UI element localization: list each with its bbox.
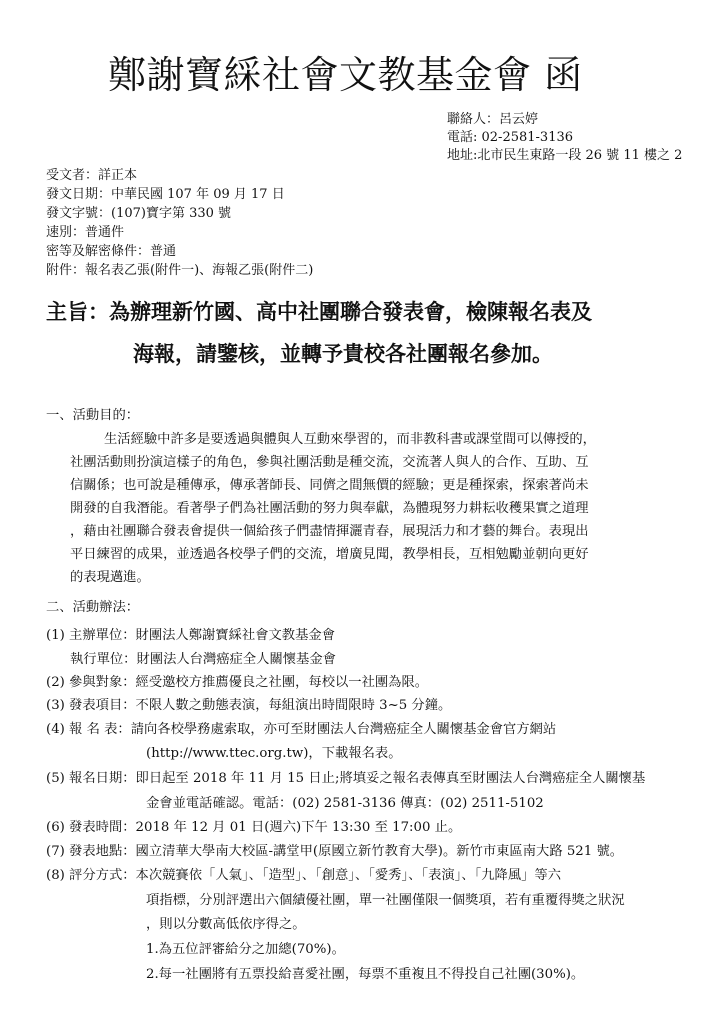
section-2-item: ，則以分數高低依序得之。 bbox=[146, 917, 306, 932]
section-2-item: (3) 發表項目：不限人數之動態表演，每組演出時間限時 3~5 分鐘。 bbox=[46, 698, 452, 713]
contact-address: 地址:北市民生東路一段 26 號 11 樓之 2 bbox=[447, 148, 683, 163]
section-1-line: 開發的自我潛能。看著學子們為社團活動的努力與奉獻，為體現努力耕耘收穫果實之道理 bbox=[70, 501, 589, 516]
section-1-line: 生活經驗中許多是要透過與體與人互動來學習的，而非教科書或課堂間可以傳授的， bbox=[104, 432, 596, 447]
section-2-item: 執行單位：財團法人台灣癌症全人關懷基金會 bbox=[70, 652, 336, 667]
subject-line-2: 海報，請鑒核，並轉予貴校各社團報名參加。 bbox=[133, 341, 553, 366]
section-2-item: (4) 報 名 表：請向各校學務處索取，亦可至財團法人台灣癌症全人關懷基金會官方網站 bbox=[46, 722, 557, 737]
section-2-item: (5) 報名日期：即日起至 2018 年 11 月 15 日止;將填妥之報名表傳真至財團法人台灣癌症全人關懷基 bbox=[46, 771, 646, 786]
document-number: 發文字號：(107)寶字第 330 號 bbox=[46, 206, 232, 221]
section-2-heading: 二、活動辦法： bbox=[46, 600, 140, 615]
section-2-item: (1) 主辦單位：財團法人鄭謝寶綵社會文教基金會 bbox=[46, 628, 335, 643]
section-1-line: 平日練習的成果，並透過各校學子們的交流，增廣見聞，教學相長，互相勉勵並朝向更好 bbox=[70, 547, 589, 562]
letterhead-title: 鄭謝寶綵社會文教基金會 函 bbox=[108, 53, 583, 97]
contact-phone: 電話: 02-2581-3136 bbox=[447, 130, 574, 145]
section-2-item: (http://www.ttec.org.tw)，下載報名表。 bbox=[146, 746, 402, 761]
subject-line-1: 主旨：為辦理新竹國、高中社團聯合發表會，檢陳報名表及 bbox=[46, 299, 592, 324]
security-level: 密等及解密條件：普通 bbox=[46, 244, 177, 259]
section-2-item: (2) 參與對象：經受邀校方推薦優良之社團，每校以一社團為限。 bbox=[46, 675, 429, 690]
section-1-line: 社團活動則扮演這樣子的角色，參與社團活動是種交流，交流著人與人的合作、互助、互 bbox=[70, 455, 589, 470]
attachments: 附件：報名表乙張(附件一)、海報乙張(附件二) bbox=[46, 263, 314, 278]
section-2-item: 2.每一社團將有五票投給喜愛社團，每票不重複且不得投自己社團(30%)。 bbox=[146, 967, 585, 982]
section-1-line: 信關係；也可說是種傳承，傳承著師長、同儕之間無價的經驗；更是種探索，探索著尚未 bbox=[70, 478, 589, 493]
section-2-item: 金會並電話確認。電話：(02) 2581-3136 傳真：(02) 2511-5102 bbox=[146, 796, 544, 811]
section-2-item: (6) 發表時間：2018 年 12 月 01 日(週六)下午 13:30 至 17:00 止。 bbox=[46, 820, 462, 835]
contact-person: 聯絡人：呂云婷 bbox=[447, 112, 539, 127]
section-2-item: 1.為五位評審給分之加總(70%)。 bbox=[146, 942, 345, 957]
section-1-heading: 一、活動目的： bbox=[46, 408, 140, 423]
section-1-line: ，藉由社團聯合發表會提供一個給孩子們盡情揮灑青春，展現活力和才藝的舞台。表現出 bbox=[70, 524, 589, 539]
section-2-item: 項指標，分別評選出六個績優社團，單一社團僅限一個獎項，若有重覆得獎之狀況 bbox=[146, 893, 625, 908]
section-2-item: (7) 發表地點：國立清華大學南大校區-講堂甲(原國立新竹教育大學)。新竹市東區南大路 521 號。 bbox=[46, 844, 624, 859]
section-2-item: (8) 評分方式：本次競賽依「人氣」、「造型」、「創意」、「愛秀」、「表演」、「九降風」等六 bbox=[46, 868, 562, 883]
section-1-line: 的表現邁進。 bbox=[70, 570, 150, 585]
recipient: 受文者：詳正本 bbox=[46, 168, 138, 183]
issue-date: 發文日期：中華民國 107 年 09 月 17 日 bbox=[46, 187, 285, 202]
delivery-speed: 速別：普通件 bbox=[46, 225, 125, 240]
